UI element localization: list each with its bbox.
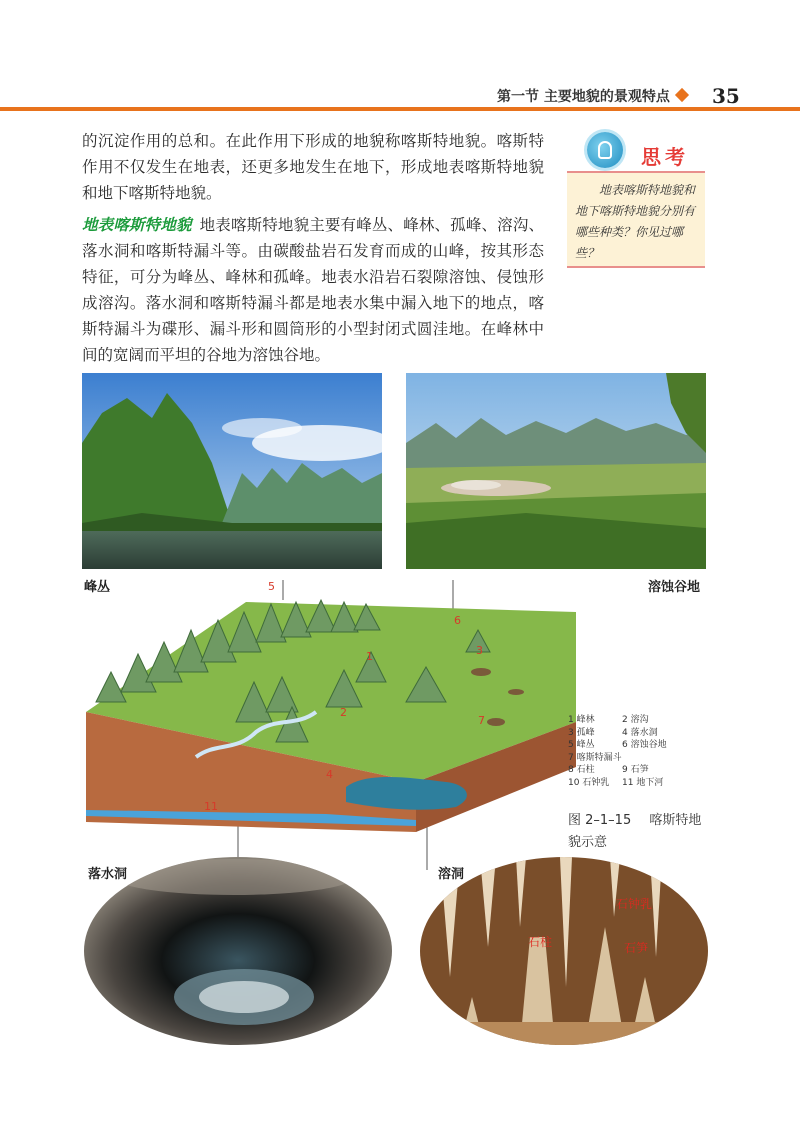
marker-7: 7 xyxy=(478,714,485,727)
figure-number: 图 2–1–15 xyxy=(568,813,632,828)
peak-cluster-photo xyxy=(82,373,382,569)
diagram-legend xyxy=(568,714,698,789)
legend-row: 8 石柱 9 石笋 xyxy=(568,765,649,775)
sinkhole-caption: 落水洞 xyxy=(88,867,128,882)
marker-1: 1 xyxy=(366,650,373,663)
stalactite-label: 石钟乳 xyxy=(616,897,653,911)
cave-caption: 溶洞 xyxy=(438,867,465,882)
think-question: 地表喀斯特地貌和地下喀斯特地貌分别有哪些种类？你见过哪些？ xyxy=(575,183,696,260)
stalagmite-label: 石笋 xyxy=(624,941,649,955)
intro-paragraph: 的沉淀作用的总和。在此作用下形成的地貌称喀斯特地貌。喀斯特作用不仅发生在地表，还更多地发生在地下，形成地表喀斯特地貌和地下喀斯特地貌。 xyxy=(82,132,544,202)
legend-row: 5 峰丛 6 溶蚀谷地 xyxy=(568,740,667,750)
cave-photo xyxy=(420,857,708,1045)
page-number: 35 xyxy=(712,84,740,108)
marker-6: 6 xyxy=(454,614,461,627)
marker-2: 2 xyxy=(340,706,347,719)
figure-caption xyxy=(568,810,708,854)
legend-row: 10 石钟乳 11 地下河 xyxy=(568,777,664,788)
diamond-icon xyxy=(675,88,689,102)
legend-row: 7 喀斯特漏斗 xyxy=(568,752,622,763)
solution-valley-caption: 溶蚀谷地 xyxy=(648,580,701,595)
marker-4: 4 xyxy=(326,768,333,781)
think-title: 思考 xyxy=(641,145,689,169)
legend-row: 3 孤峰 4 落水洞 xyxy=(568,727,658,738)
pillar-label: 石柱 xyxy=(528,935,553,949)
section-title: 第一节 主要地貌的景观特点 xyxy=(497,89,670,105)
legend-row: 1 峰林 2 溶沟 xyxy=(568,715,649,725)
marker-11: 11 xyxy=(204,800,218,813)
surface-karst-heading: 地表喀斯特地貌 xyxy=(82,215,192,234)
marker-3: 3 xyxy=(476,644,483,657)
surface-karst-paragraph xyxy=(82,212,544,368)
surface-karst-body: 地表喀斯特地貌主要有峰丛、峰林、孤峰、溶沟、落水洞和喀斯特漏斗等。由碳酸盐岩石发育而成的山峰，按其形态特征，可分为峰丛、峰林和孤峰。地表水沿岩石裂隙溶蚀、侵蚀形成溶沟。落水洞和喀斯特漏斗都是地表水集中漏入地下的地点，喀斯特漏斗为碟形、漏斗形和圆筒形的小型封闭式圆洼地。在峰林中间的宽阔而平坦的谷地为溶蚀谷地。 xyxy=(82,216,544,364)
head-outline-icon xyxy=(598,141,612,159)
header-rule xyxy=(0,107,800,111)
karst-block-diagram xyxy=(86,582,576,832)
peak-cluster-caption: 峰丛 xyxy=(84,580,111,595)
marker-5: 5 xyxy=(268,580,275,593)
figure-title: 喀斯特地貌示意 xyxy=(568,813,702,850)
solution-valley-photo xyxy=(406,373,706,569)
sinkhole-photo xyxy=(84,857,392,1045)
